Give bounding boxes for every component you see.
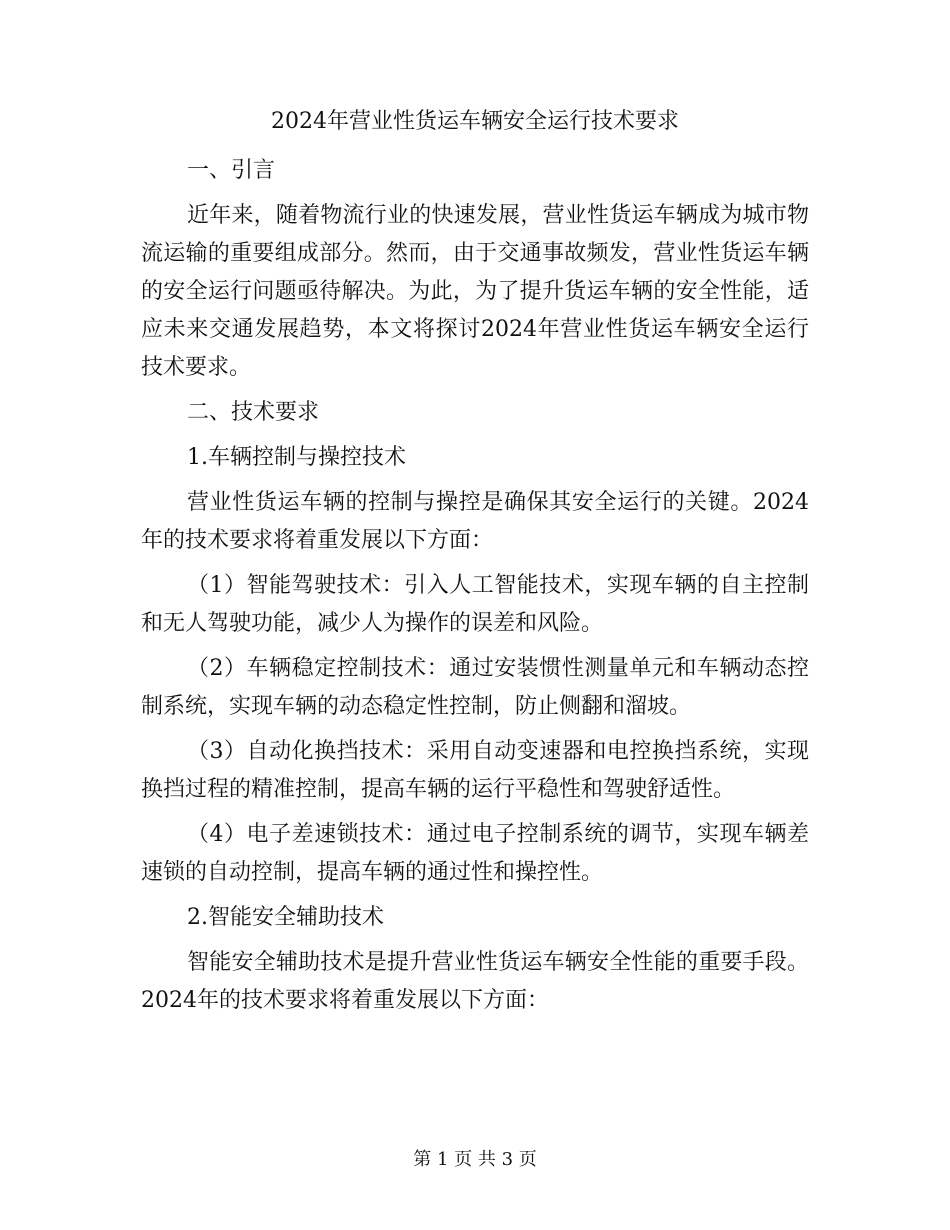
list-item-auto-shifting: （3）自动化换挡技术：采用自动变速器和电控换挡系统，实现换挡过程的精准控制，提高车辆的运行平稳性和驾驶舒适性。 [141,739,809,802]
subsection-heading-vehicle-control: 1.车辆控制与操控技术 [187,445,406,470]
subsection-heading-safety-assist: 2.智能安全辅助技术 [187,905,384,930]
document-title: 2024年营业性货运车辆安全运行技术要求 [271,109,679,134]
section-heading-requirements: 二、技术要求 [187,400,320,425]
list-item-electronic-diff-lock: （4）电子差速锁技术：通过电子控制系统的调节，实现车辆差速锁的自动控制，提高车辆的通过性和操控性。 [141,822,809,885]
page-number-footer: 第 1 页 共 3 页 [413,1149,537,1170]
document-body [141,152,809,1027]
list-item-smart-driving: （1）智能驾驶技术：引入人工智能技术，实现车辆的自主控制和无人驾驶功能，减少人为操作的误差和风险。 [141,573,809,636]
vehicle-control-paragraph: 营业性货运车辆的控制与操控是确保其安全运行的关键。2024年的技术要求将着重发展以下方面： [141,490,809,553]
list-item-stability-control: （2）车辆稳定控制技术：通过安装惯性测量单元和车辆动态控制系统，实现车辆的动态稳定性控制，防止侧翻和溜坡。 [141,656,809,719]
section-heading-intro: 一、引言 [187,158,276,183]
intro-paragraph: 近年来，随着物流行业的快速发展，营业性货运车辆成为城市物流运输的重要组成部分。然而，由于交通事故频发，营业性货运车辆的安全运行问题亟待解决。为此，为了提升货运车辆的安全性能，适应未来交通发展趋势，本文将探讨2024年营业性货运车辆安全运行技术要求。 [141,203,809,380]
safety-assist-paragraph: 智能安全辅助技术是提升营业性货运车辆安全性能的重要手段。2024年的技术要求将着重发展以下方面： [141,950,809,1013]
